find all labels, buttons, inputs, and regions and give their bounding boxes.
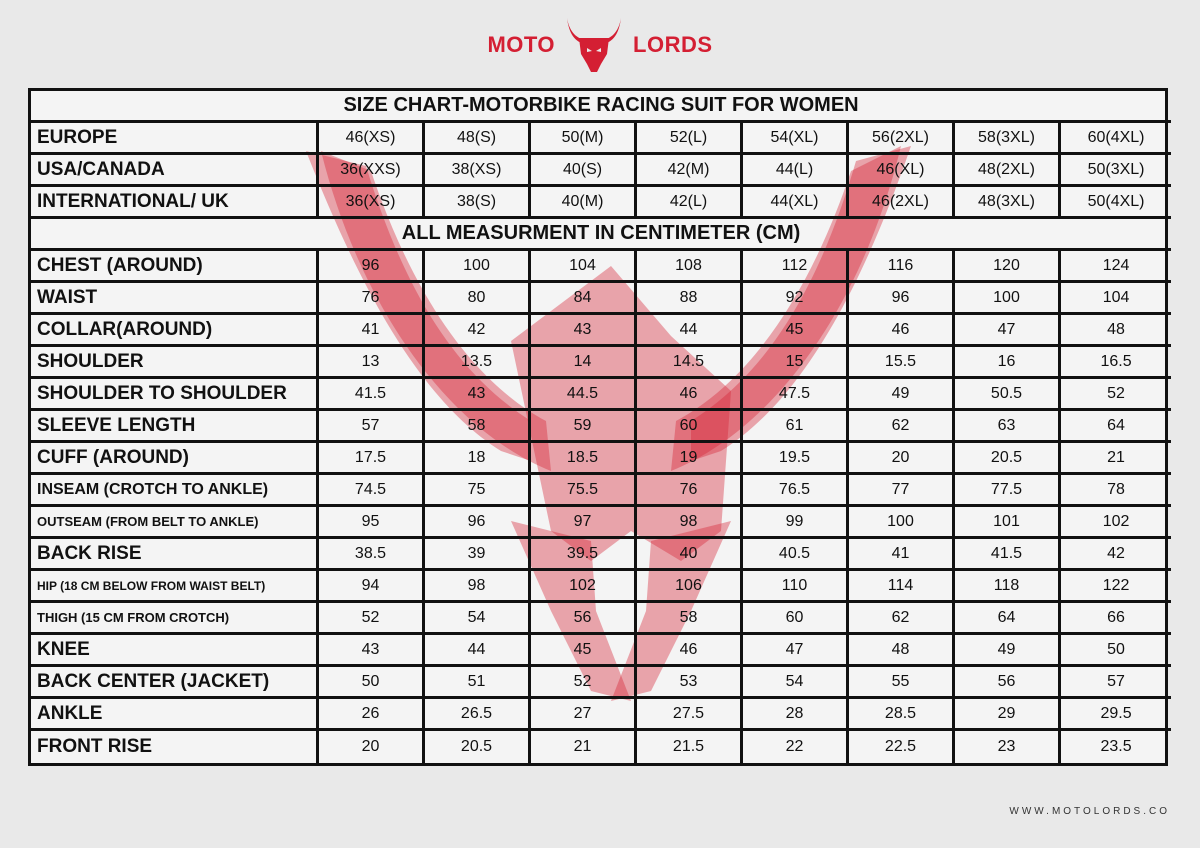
table-cell: 42: [1061, 539, 1171, 571]
table-cell: 46: [637, 379, 743, 411]
table-cell: 42(L): [637, 187, 743, 219]
table-cell: 14.5: [637, 347, 743, 379]
table-cell: 42: [425, 315, 531, 347]
table-row: [31, 379, 1171, 411]
table-cell: 60: [637, 411, 743, 443]
table-cell: 52: [319, 603, 425, 635]
table-cell: 50.5: [955, 379, 1061, 411]
table-cell: 104: [1061, 283, 1171, 315]
table-cell: 44.5: [531, 379, 637, 411]
table-cell: 20: [319, 731, 425, 763]
table-cell: 38(XS): [425, 155, 531, 187]
table-cell: 92: [743, 283, 849, 315]
table-cell: 50(3XL): [1061, 155, 1171, 187]
table-cell: 40(M): [531, 187, 637, 219]
table-cell: 50: [319, 667, 425, 699]
chart-title-row: [31, 91, 1171, 123]
table-cell: 52: [1061, 379, 1171, 411]
table-cell: 49: [955, 635, 1061, 667]
table-cell: 76: [637, 475, 743, 507]
row-label: THIGH (15 CM FROM CROTCH): [31, 603, 319, 635]
table-cell: 48: [849, 635, 955, 667]
table-cell: 106: [637, 571, 743, 603]
table-cell: 100: [849, 507, 955, 539]
table-cell: 51: [425, 667, 531, 699]
table-cell: 22.5: [849, 731, 955, 763]
table-row: [31, 507, 1171, 539]
table-cell: 114: [849, 571, 955, 603]
table-cell: 78: [1061, 475, 1171, 507]
table-cell: 95: [319, 507, 425, 539]
table-cell: 49: [849, 379, 955, 411]
row-label: INTERNATIONAL/ UK: [31, 187, 319, 219]
table-cell: 13: [319, 347, 425, 379]
table-cell: 18: [425, 443, 531, 475]
row-label: BACK CENTER (JACKET): [31, 667, 319, 699]
table-cell: 15: [743, 347, 849, 379]
table-cell: 122: [1061, 571, 1171, 603]
table-cell: 45: [531, 635, 637, 667]
table-cell: 110: [743, 571, 849, 603]
table-cell: 16: [955, 347, 1061, 379]
table-cell: 46(XL): [849, 155, 955, 187]
table-cell: 40(S): [531, 155, 637, 187]
table-cell: 100: [425, 251, 531, 283]
table-cell: 40.5: [743, 539, 849, 571]
table-cell: 77.5: [955, 475, 1061, 507]
table-row: [31, 571, 1171, 603]
table-cell: 102: [531, 571, 637, 603]
table-cell: 16.5: [1061, 347, 1171, 379]
table-cell: 75: [425, 475, 531, 507]
row-label: CHEST (AROUND): [31, 251, 319, 283]
table-cell: 29: [955, 699, 1061, 731]
table-cell: 76.5: [743, 475, 849, 507]
table-cell: 84: [531, 283, 637, 315]
table-row: [31, 251, 1171, 283]
table-cell: 108: [637, 251, 743, 283]
table-cell: 96: [849, 283, 955, 315]
table-cell: 101: [955, 507, 1061, 539]
table-cell: 39.5: [531, 539, 637, 571]
table-cell: 40: [637, 539, 743, 571]
table-cell: 62: [849, 411, 955, 443]
table-cell: 57: [1061, 667, 1171, 699]
brand-name-right: LORDS: [633, 32, 713, 57]
table-cell: 36(XXS): [319, 155, 425, 187]
size-table: [31, 91, 1171, 763]
table-row: [31, 443, 1171, 475]
table-cell: 47.5: [743, 379, 849, 411]
table-cell: 26.5: [425, 699, 531, 731]
table-cell: 46: [849, 315, 955, 347]
measurement-unit-heading: ALL MEASURMENT IN CENTIMETER (CM): [31, 219, 1171, 251]
table-cell: 18.5: [531, 443, 637, 475]
table-cell: 46(XS): [319, 123, 425, 155]
table-cell: 41.5: [955, 539, 1061, 571]
table-cell: 62: [849, 603, 955, 635]
table-cell: 58: [425, 411, 531, 443]
table-cell: 39: [425, 539, 531, 571]
table-cell: 23.5: [1100, 738, 1132, 755]
table-cell: 20.5: [425, 731, 531, 763]
row-label: USA/CANADA: [31, 155, 319, 187]
table-cell: 58(3XL): [955, 123, 1061, 155]
table-cell: 56: [531, 603, 637, 635]
table-cell: 98: [637, 507, 743, 539]
table-cell: 41.5: [319, 379, 425, 411]
table-row: [31, 475, 1171, 507]
brand-header: [0, 14, 1200, 76]
table-cell: 28: [743, 699, 849, 731]
table-cell: 20.5: [955, 443, 1061, 475]
table-cell: 64: [1061, 411, 1171, 443]
table-cell: 96: [425, 507, 531, 539]
table-cell: 13.5: [425, 347, 531, 379]
table-row: [31, 411, 1171, 443]
table-cell: 98: [425, 571, 531, 603]
table-cell: 60(4XL): [1061, 123, 1171, 155]
row-label: KNEE: [31, 635, 319, 667]
table-cell: 75.5: [531, 475, 637, 507]
table-cell: 64: [955, 603, 1061, 635]
table-cell: 48(3XL): [955, 187, 1061, 219]
table-cell: 52: [531, 667, 637, 699]
table-cell: 45: [743, 315, 849, 347]
row-label: COLLAR(AROUND): [31, 315, 319, 347]
table-cell: 20: [849, 443, 955, 475]
brand-name-left: MOTO: [487, 32, 556, 57]
row-label: BACK RISE: [31, 539, 319, 571]
table-cell: 97: [531, 507, 637, 539]
table-cell: 52(L): [637, 123, 743, 155]
table-cell: 112: [743, 251, 849, 283]
table-cell: 27: [531, 699, 637, 731]
row-label: INSEAM (CROTCH TO ANKLE): [31, 475, 319, 507]
table-cell: 44(L): [743, 155, 849, 187]
table-cell: 50: [1061, 635, 1171, 667]
table-cell: 23: [955, 731, 1061, 763]
table-cell: 43: [319, 635, 425, 667]
table-cell: 74.5: [319, 475, 425, 507]
bull-head-icon: [563, 14, 625, 76]
table-cell: 26: [319, 699, 425, 731]
table-cell: 116: [849, 251, 955, 283]
table-cell: 14: [531, 347, 637, 379]
table-cell: 47: [955, 315, 1061, 347]
table-cell: 55: [849, 667, 955, 699]
table-cell: 38.5: [319, 539, 425, 571]
website-url: WWW.MOTOLORDS.CO: [1009, 806, 1170, 817]
table-cell: 104: [531, 251, 637, 283]
table-cell: 63: [955, 411, 1061, 443]
row-label: OUTSEAM (FROM BELT TO ANKLE): [31, 507, 319, 539]
table-cell: 80: [425, 283, 531, 315]
table-cell: 44: [425, 635, 531, 667]
table-cell: 36(XS): [319, 187, 425, 219]
table-cell: 27.5: [637, 699, 743, 731]
table-cell: 43: [425, 379, 531, 411]
table-cell: 43: [531, 315, 637, 347]
table-cell: 41: [849, 539, 955, 571]
table-cell: 21: [1061, 443, 1171, 475]
table-cell: 96: [319, 251, 425, 283]
table-cell: 94: [319, 571, 425, 603]
table-cell: 19.5: [743, 443, 849, 475]
table-cell: 28.5: [849, 699, 955, 731]
table-row: [31, 315, 1171, 347]
table-cell: 48(S): [425, 123, 531, 155]
table-cell: 56(2XL): [849, 123, 955, 155]
table-cell: 88: [637, 283, 743, 315]
table-row: [31, 347, 1171, 379]
row-label: SHOULDER: [31, 347, 319, 379]
row-label: CUFF (AROUND): [31, 443, 319, 475]
table-row: [31, 635, 1171, 667]
row-label: WAIST: [31, 283, 319, 315]
table-cell: 120: [955, 251, 1061, 283]
table-cell: 77: [849, 475, 955, 507]
table-cell: 41: [319, 315, 425, 347]
table-row: [31, 667, 1171, 699]
table-cell: 54: [425, 603, 531, 635]
table-cell: 44(XL): [743, 187, 849, 219]
chart-title: SIZE CHART-MOTORBIKE RACING SUIT FOR WOMEN: [31, 91, 1171, 123]
table-cell: 102: [1061, 507, 1171, 539]
table-cell: 21: [531, 731, 637, 763]
table-row: [31, 283, 1171, 315]
row-label: SHOULDER TO SHOULDER: [31, 379, 319, 411]
table-cell: 100: [955, 283, 1061, 315]
table-cell: 21.5: [637, 731, 743, 763]
table-cell: 59: [531, 411, 637, 443]
table-row: [31, 731, 1171, 763]
row-label: HIP (18 CM BELOW FROM WAIST BELT): [31, 571, 319, 603]
table-cell: 46(2XL): [849, 187, 955, 219]
table-cell: 53: [637, 667, 743, 699]
table-cell: 46: [637, 635, 743, 667]
row-label: FRONT RISE: [31, 731, 319, 763]
table-cell: 124: [1061, 251, 1171, 283]
table-row: [31, 187, 1171, 219]
table-cell: 60: [743, 603, 849, 635]
table-cell: 42(M): [637, 155, 743, 187]
table-row: [31, 123, 1171, 155]
table-cell: 44: [637, 315, 743, 347]
table-cell: 47: [743, 635, 849, 667]
table-row: [31, 699, 1171, 731]
table-cell: 57: [319, 411, 425, 443]
table-cell: 48(2XL): [955, 155, 1061, 187]
table-cell: 17.5: [319, 443, 425, 475]
row-label: ANKLE: [31, 699, 319, 731]
table-cell: 38(S): [425, 187, 531, 219]
table-cell: 61: [743, 411, 849, 443]
row-label: EUROPE: [31, 123, 319, 155]
table-row: [31, 539, 1171, 571]
table-cell: 29.5: [1061, 699, 1171, 731]
table-cell: 56: [955, 667, 1061, 699]
row-label: SLEEVE LENGTH: [31, 411, 319, 443]
table-row: [31, 155, 1171, 187]
table-cell: 58: [637, 603, 743, 635]
table-cell: 66: [1061, 603, 1171, 635]
size-chart: [28, 88, 1168, 766]
table-cell: 15.5: [849, 347, 955, 379]
table-cell: 54: [743, 667, 849, 699]
table-cell: 76: [319, 283, 425, 315]
table-cell: 50(M): [531, 123, 637, 155]
table-cell: 50(4XL): [1061, 187, 1171, 219]
table-cell: 48: [1061, 315, 1171, 347]
table-cell: 99: [743, 507, 849, 539]
table-cell: 22: [743, 731, 849, 763]
table-row: [31, 603, 1171, 635]
measurement-unit-heading-row: [31, 219, 1171, 251]
table-cell: 19: [637, 443, 743, 475]
table-cell: 118: [955, 571, 1061, 603]
table-cell: 54(XL): [743, 123, 849, 155]
